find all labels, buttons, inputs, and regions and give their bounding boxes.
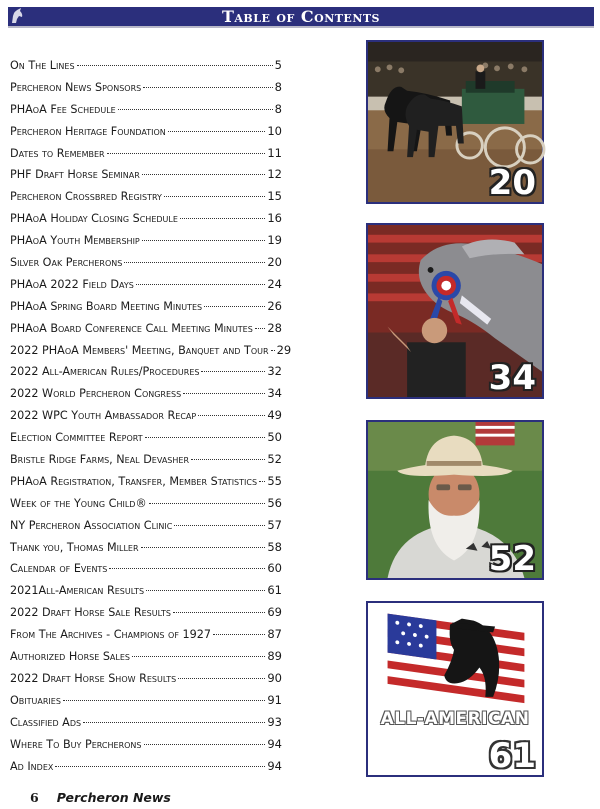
- photo-bearded-man: [366, 420, 544, 580]
- toc-entry[interactable]: [10, 649, 282, 671]
- toc-entry[interactable]: [10, 671, 282, 693]
- photo-page-number: 34: [488, 358, 536, 398]
- toc-dot-leader: [164, 196, 265, 197]
- toc-entry-page: 15: [267, 189, 282, 204]
- toc-dot-leader: [109, 568, 265, 569]
- toc-entry-title: Classified Ads: [10, 715, 82, 729]
- page-title: Table of Contents: [221, 7, 380, 26]
- toc-entry-title: Percheron Crossbred Registry: [10, 190, 162, 204]
- toc-entry[interactable]: [10, 80, 282, 102]
- toc-entry[interactable]: [10, 321, 282, 343]
- toc-dot-leader: [198, 415, 265, 416]
- toc-entry-page: 90: [267, 670, 282, 685]
- toc-entry-title: Week of the Young Child®: [10, 496, 147, 510]
- toc-entry-title: Percheron News Sponsors: [10, 80, 142, 94]
- toc-entry-title: Percheron Heritage Foundation: [10, 124, 166, 138]
- table-of-contents: [10, 58, 292, 780]
- toc-entry-title: Election Committee Report: [10, 431, 143, 445]
- toc-dot-leader: [124, 262, 265, 263]
- toc-entry-title: PHAoA Spring Board Meeting Minutes: [10, 299, 203, 313]
- toc-dot-leader: [107, 153, 266, 154]
- toc-entry-page: 26: [267, 298, 282, 313]
- toc-entry-title: Where To Buy Percherons: [10, 737, 142, 751]
- toc-entry-page: 10: [267, 123, 282, 138]
- header-bar: [8, 7, 594, 28]
- toc-dot-leader: [145, 437, 266, 438]
- toc-entry[interactable]: [10, 583, 282, 605]
- toc-entry-page: 69: [267, 605, 282, 620]
- toc-entry[interactable]: [10, 605, 282, 627]
- toc-entry[interactable]: [10, 452, 282, 474]
- toc-entry-title: NY Percheron Association Clinic: [10, 518, 173, 532]
- toc-entry-page: 60: [267, 561, 282, 576]
- toc-entry[interactable]: [10, 693, 282, 715]
- photo-horse-team: [366, 40, 544, 204]
- toc-entry-page: 11: [267, 145, 282, 160]
- toc-entry-title: 2022 Draft Horse Sale Results: [10, 606, 171, 620]
- toc-entry[interactable]: [10, 715, 282, 737]
- toc-entry-title: Silver Oak Percherons: [10, 256, 123, 270]
- toc-entry-title: From The Archives - Champions of 1927: [10, 628, 211, 642]
- toc-entry-page: 12: [267, 167, 282, 182]
- toc-entry-page: 61: [267, 583, 282, 598]
- toc-dot-leader: [142, 174, 266, 175]
- toc-entry[interactable]: [10, 364, 282, 386]
- page-footer: [30, 790, 171, 805]
- toc-entry-title: PHAoA Holiday Closing Schedule: [10, 212, 178, 226]
- toc-dot-leader: [77, 65, 273, 66]
- toc-entry-title: Ad Index: [10, 759, 54, 773]
- toc-dot-leader: [173, 612, 265, 613]
- toc-entry[interactable]: [10, 540, 282, 562]
- toc-entry-page: 50: [267, 430, 282, 445]
- toc-entry-title: PHAoA Registration, Transfer, Member Statistics: [10, 474, 258, 488]
- toc-dot-leader: [204, 306, 265, 307]
- toc-entry-title: Calendar of Events: [10, 562, 108, 576]
- photo-page-number: 61: [488, 736, 536, 776]
- toc-entry[interactable]: [10, 167, 282, 189]
- toc-entry-page: 52: [267, 452, 282, 467]
- toc-dot-leader: [118, 109, 273, 110]
- toc-entry-title: PHAoA 2022 Field Days: [10, 277, 134, 291]
- toc-dot-leader: [63, 700, 265, 701]
- toc-entry[interactable]: [10, 430, 282, 452]
- toc-entry[interactable]: [10, 124, 282, 146]
- all-american-badge-text: ALL-AMERICAN: [380, 709, 530, 729]
- toc-entry-page: 57: [267, 517, 282, 532]
- toc-dot-leader: [83, 722, 265, 723]
- toc-entry-title: PHAoA Fee Schedule: [10, 102, 116, 116]
- toc-entry[interactable]: [10, 277, 282, 299]
- toc-entry-page: 94: [267, 758, 282, 773]
- toc-entry-page: 8: [274, 101, 282, 116]
- toc-entry[interactable]: [10, 518, 282, 540]
- toc-dot-leader: [259, 481, 265, 482]
- toc-entry[interactable]: [10, 561, 282, 583]
- toc-entry-title: Dates to Remember: [10, 146, 105, 160]
- toc-dot-leader: [143, 87, 272, 88]
- toc-entry-page: 28: [267, 320, 282, 335]
- toc-entry-page: 29: [276, 342, 292, 357]
- toc-entry[interactable]: [10, 759, 282, 781]
- toc-entry[interactable]: [10, 408, 282, 430]
- toc-dot-leader: [55, 766, 265, 767]
- toc-entry-page: 94: [267, 736, 282, 751]
- toc-dot-leader: [213, 634, 265, 635]
- toc-dot-leader: [178, 678, 265, 679]
- toc-entry-page: 91: [267, 692, 282, 707]
- toc-entry[interactable]: [10, 496, 282, 518]
- toc-entry[interactable]: [10, 737, 282, 759]
- toc-entry-title: 2022 Draft Horse Show Results: [10, 671, 177, 685]
- toc-entry[interactable]: [10, 233, 282, 255]
- photo-gray-horse: [366, 223, 544, 399]
- toc-entry-title: PHAoA Board Conference Call Meeting Minutes: [10, 321, 253, 335]
- toc-dot-leader: [144, 744, 266, 745]
- toc-entry-page: 58: [267, 539, 282, 554]
- toc-entry[interactable]: [10, 342, 292, 365]
- toc-entry-title: Thank you, Thomas Miller: [10, 540, 139, 554]
- toc-entry-page: 20: [267, 255, 282, 270]
- toc-entry-page: 34: [267, 386, 282, 401]
- toc-entry[interactable]: [10, 299, 282, 321]
- toc-dot-leader: [168, 131, 266, 132]
- toc-entry-page: 24: [267, 276, 282, 291]
- toc-entry-page: 93: [267, 714, 282, 729]
- toc-dot-leader: [180, 218, 265, 219]
- toc-entry-page: 32: [267, 364, 282, 379]
- toc-dot-leader: [141, 547, 266, 548]
- toc-entry-page: 49: [267, 408, 282, 423]
- footer-page-number: 6: [30, 790, 39, 805]
- toc-dot-leader: [271, 350, 275, 351]
- toc-entry-page: 55: [267, 473, 282, 488]
- footer-publication: Percheron News: [56, 790, 171, 805]
- toc-dot-leader: [149, 503, 266, 504]
- toc-entry-title: PHF Draft Horse Seminar: [10, 168, 140, 182]
- toc-dot-leader: [183, 393, 265, 394]
- toc-entry-title: 2021All-American Results: [10, 584, 145, 598]
- toc-entry[interactable]: [10, 146, 282, 168]
- toc-entry-title: Obituaries: [10, 693, 61, 707]
- toc-dot-leader: [142, 240, 266, 241]
- toc-entry-page: 56: [267, 495, 282, 510]
- toc-entry-title: Bristle Ridge Farms, Neal Devasher: [10, 453, 190, 467]
- toc-dot-leader: [201, 371, 265, 372]
- toc-entry-title: On The Lines: [10, 59, 75, 72]
- toc-entry[interactable]: [10, 627, 282, 649]
- toc-entry[interactable]: [10, 255, 282, 277]
- toc-dot-leader: [191, 459, 265, 460]
- toc-dot-leader: [136, 284, 266, 285]
- toc-entry-page: 16: [267, 211, 282, 226]
- toc-entry[interactable]: [10, 386, 282, 408]
- toc-dot-leader: [146, 590, 265, 591]
- toc-entry-title: Authorized Horse Sales: [10, 650, 130, 664]
- toc-dot-leader: [132, 656, 265, 657]
- toc-entry[interactable]: [10, 474, 282, 496]
- toc-dot-leader: [174, 525, 265, 526]
- toc-entry-title: 2022 World Percheron Congress: [10, 387, 182, 401]
- toc-entry-page: 5: [274, 58, 282, 72]
- toc-entry[interactable]: [10, 211, 282, 233]
- toc-entry-page: 87: [267, 627, 282, 642]
- toc-entry-page: 89: [267, 649, 282, 664]
- toc-dot-leader: [255, 328, 266, 329]
- photo-all-american-logo: [366, 601, 544, 777]
- toc-entry-title: 2022 All-American Rules/Procedures: [10, 365, 200, 379]
- toc-entry-page: 8: [274, 79, 282, 94]
- toc-entry-title: 2022 PHAoA Members' Meeting, Banquet and Tour: [10, 343, 269, 357]
- toc-entry-title: 2022 WPC Youth Ambassador Recap: [10, 409, 197, 423]
- toc-entry-title: PHAoA Youth Membership: [10, 234, 140, 248]
- toc-entry[interactable]: [10, 58, 282, 80]
- photo-page-number: 20: [488, 163, 536, 203]
- toc-entry-page: 19: [267, 233, 282, 248]
- photo-page-number: 52: [488, 539, 536, 579]
- toc-entry[interactable]: [10, 102, 282, 124]
- toc-entry[interactable]: [10, 189, 282, 211]
